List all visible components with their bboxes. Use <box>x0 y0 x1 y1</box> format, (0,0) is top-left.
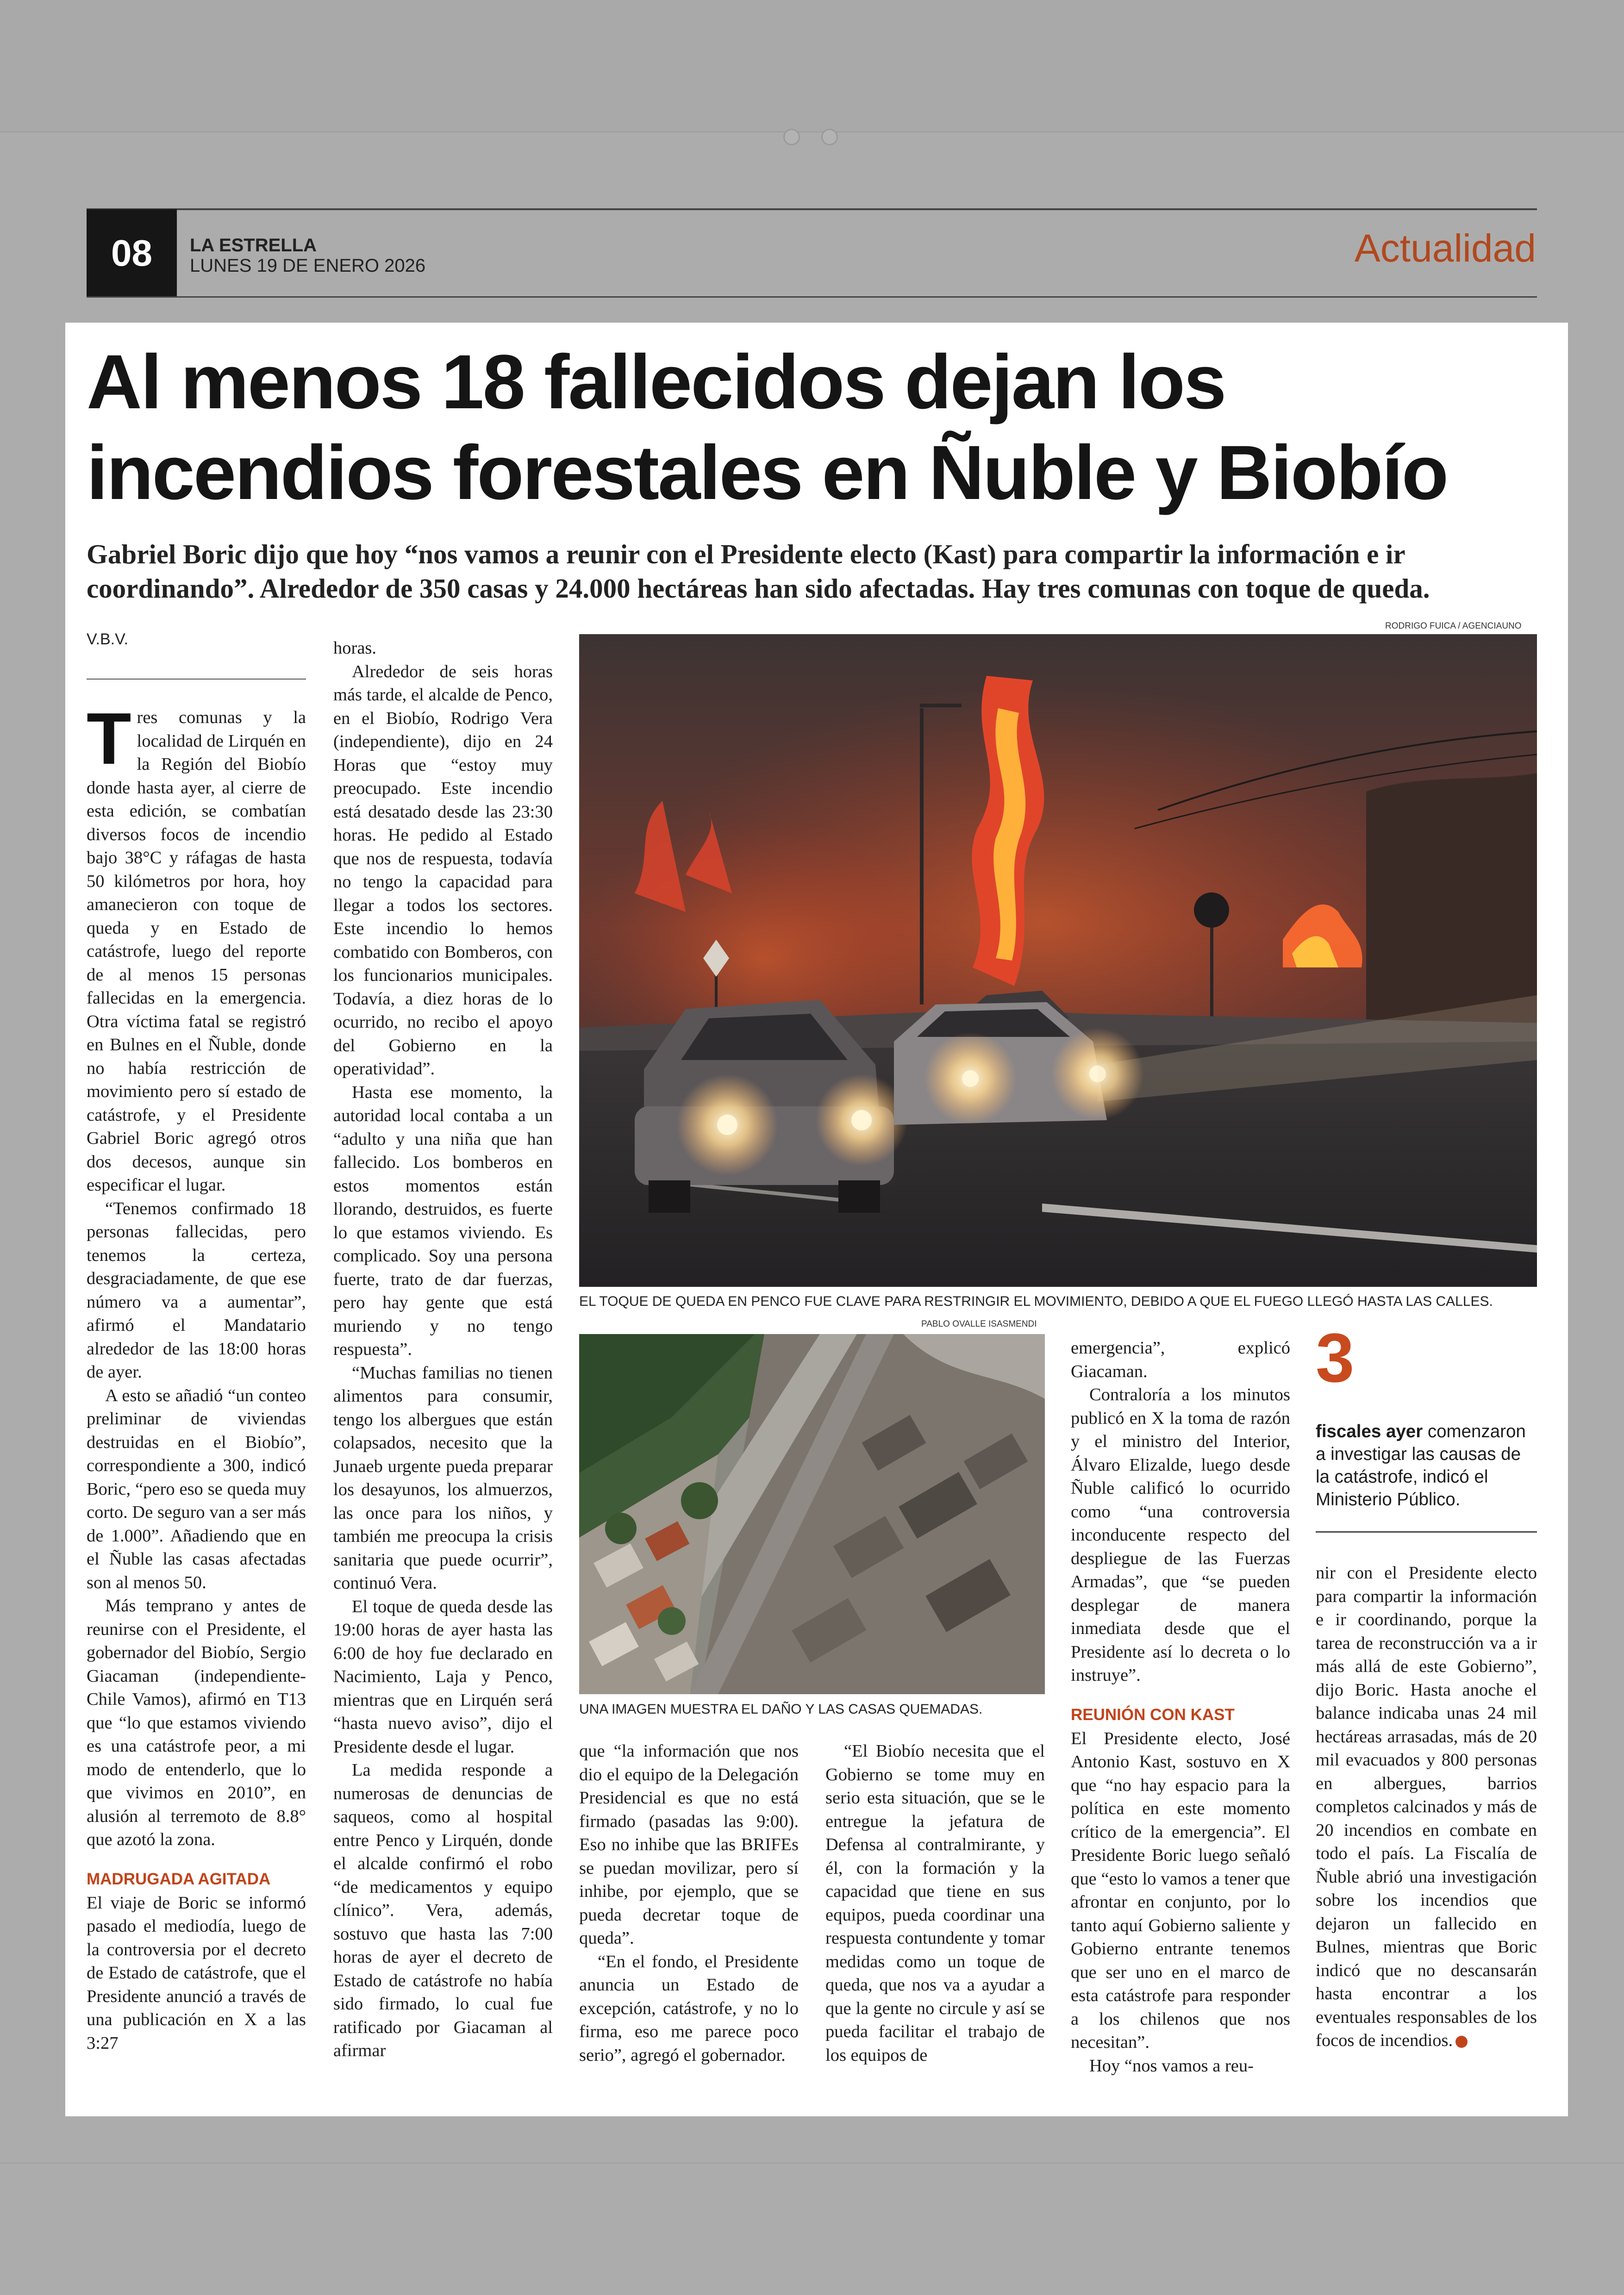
col2-para-1: Alrededor de seis horas más tarde, el alcalde de Penco, en el Biobío, Rodrigo Vera (independiente), dijo en 24 Horas que “estoy muy preocupado. Este incendio está desatado desde las 23:30 horas. He pedido al Estado que nos de respuesta, todavía no tengo la capacidad para llegar a todos los sectores. Este incendio lo hemos combatido con Bomberos, con los funcionarios municipales. Todavía, a diez horas de lo ocurrido, no recibo el apoyo del Gobierno en la operatividad”. <box>333 661 553 1079</box>
col2-para-2: Hasta ese momento, la autoridad local contaba a un “adulto y una niña que han fallecido. Los bomberos en estos momentos están llorando, destruidos, es fuerte lo que estamos viviendo. Es complicado. Soy una persona fuerte, trato de dar fuerzas, pero hay gente que está muriendo y no tengo respuesta”. <box>333 1082 553 1359</box>
header-rule-top <box>87 208 1537 210</box>
col6-para-1-text: nir con el Presidente electo para compartir la información e ir coordinando, porque la tarea de reconstrucción va a ir más allá de este Gobierno”, dijo Boric. Hasta anoche el balance indicaba unas 24 mil hectáreas arrasadas, más de 20 mil evacuados y 800 personas en albergues, barrios completos calcinados y más de 20 incendios en combate en todo el país. La Fiscalía de Ñuble abrió una investigación sobre los incendios que dejaron un fallecido en Bulnes, mientras que Boric indicó que no descansarán hasta encontrar a los eventuales responsables de los focos de incendios. <box>1316 1563 1537 2050</box>
photo1-caption: EL TOQUE DE QUEDA EN PENCO FUE CLAVE PARA RESTRINGIR EL MOVIMIENTO, DEBIDO A QUE EL FUEGO LLEGÓ HASTA LAS CALLES. <box>579 1294 1493 1309</box>
fire-street-image <box>579 634 1537 1287</box>
factbox-rest: comenzaron a investigar las causas de la catástrofe, indicó el Ministerio Público. <box>1316 1422 1526 1509</box>
byline-rule <box>87 679 306 680</box>
col3-para-1: que “la información que nos dio el equipo de la Delegación Presidencial es que no está firmado (pasadas las 9:00). Eso no inhibe que las BRIFEs se puedan movilizar, pero sí inhibe, por ejemplo, que se pueda decretar toque de queda”. <box>579 1741 799 1948</box>
col2-para-0: horas. <box>333 638 377 658</box>
subhead-reunion-kast: REUNIÓN CON KAST <box>1071 1705 1235 1724</box>
column-5 <box>1071 1336 1290 2091</box>
viewer-bottom-line <box>0 2163 1624 2164</box>
col2-para-5: La medida responde a numerosas de denuncias de saqueos, como al hospital entre Penco y Lirquén, donde el alcalde confirmó el robo “de medicamentos y equipo clínico”. Vera, además, sostuvo que hasta las 7:00 horas de ayer el decreto de Estado de catástrofe no había sido firmado, lo cual fue ratificado por Giacaman al afirmar <box>333 1760 553 2060</box>
publication-date: LUNES 19 DE ENERO 2026 <box>190 256 426 276</box>
col5-para-1: emergencia”, explicó Giacaman. <box>1071 1338 1290 1381</box>
col1-para-5: El viaje de Boric se informó pasado el mediodía, luego de la controversia por el decreto de Estado de catástrofe, que el Presidente anunció a través de una publicación en X a las 3:27 <box>87 1893 306 2053</box>
col1-para-3: A esto se añadió “un conteo preliminar de viviendas destruidas en el Biobío”, correspondiente a 300, indicó Boric, “pero eso se queda muy corto. De seguro van a ser más de 1.000”. Añadiendo que en el Ñuble las casas afectadas son al menos 50. <box>87 1385 306 1592</box>
viewer-next-icon[interactable] <box>821 129 838 145</box>
headline-line-2: incendios forestales en Ñuble y Biobío <box>87 430 1448 516</box>
end-mark-icon <box>1455 2036 1468 2048</box>
photo1-credit: RODRIGO FUICA / AGENCIAUNO <box>1385 621 1522 631</box>
column-3 <box>579 1740 799 2091</box>
col3-para-2: “En el fondo, el Presidente anuncia un Estado de excepción, catástrofe, y no lo firma, eso me parece poco serio”, agregó el gobernador. <box>579 1952 799 2065</box>
headline <box>87 337 1545 518</box>
headline-line-1: Al menos 18 fallecidos dejan los <box>87 339 1225 425</box>
photo2-credit: PABLO OVALLE ISASMENDI <box>921 1319 1037 1329</box>
col6-para-1 <box>1316 1561 1537 2052</box>
factbox-text <box>1316 1420 1537 1511</box>
column-6 <box>1316 1561 1537 2089</box>
col2-para-4: El toque de queda desde las 19:00 horas de ayer hasta las 6:00 de hoy fue declarado en Nacimiento, Laja y Penco, mientras que en Lirquén será “hasta nuevo aviso”, dijo el Presidente desde el lugar. <box>333 1597 553 1757</box>
col2-para-3: “Muchas familias no tienen alimentos para consumir, tengo los albergues que están colapsados, necesito que la Junaeb urgente pueda preparar los desayunos, los almuerzos, las once para los niños, y también me preocupa la crisis sanitaria que puede ocurrir”, continuó Vera. <box>333 1363 553 1593</box>
col1-para-1 <box>87 706 306 1197</box>
deck: Gabriel Boric dijo que hoy “nos vamos a reunir con el Presidente electo (Kast) para compartir la información e ir coordinando”. Alrededor de 350 casas y 24.000 hectáreas han sido afectadas. Hay tres comunas con toque de queda. <box>87 539 1430 604</box>
col4-para-1: “El Biobío necesita que el Gobierno se tome muy en serio esta situación, que se le entregue la jefatura de Defensa al contralmirante, y él, con la formación y la capacidad que tiene en sus equipos, pueda coordinar una respuesta contundente y tomar medidas como un toque de queda, que nos va a ayudar a que la gente no circule y así se pueda facilitar el trabajo de los equipos de <box>825 1741 1045 2065</box>
viewer-top-band <box>0 0 1624 132</box>
column-1 <box>87 706 306 2104</box>
section-title: Actualidad <box>1354 226 1536 270</box>
col5-para-3: El Presidente electo, José Antonio Kast, sostuvo en X que “no hay espacio para la política en este momento crítico de la emergencia”. El Presidente Boric luego señaló que “esto lo vamos a tener que afrontar en conjunto, por lo tanto aquí Gobierno saliente y Gobierno entrante tenemos que ser uno en el marco de esta catástrofe para responder a los chilenos que nos necesitan”. <box>1071 1728 1290 2052</box>
photo2-caption: UNA IMAGEN MUESTRA EL DAÑO Y LAS CASAS QUEMADAS. <box>579 1702 983 1717</box>
aerial-damage-image <box>579 1334 1045 1694</box>
header-rule-bottom <box>87 296 1537 298</box>
burned-houses-photo <box>579 1334 1045 1694</box>
col1-para-2: “Tenemos confirmado 18 personas fallecidas, pero tenemos la certeza, desgraciadamente, de que ese número va a aumentar”, afirmó el Mandatario alrededor de las 18:00 horas de ayer. <box>87 1198 306 1382</box>
dropcap: T <box>87 706 131 780</box>
col1-para-1-text: res comunas y la localidad de Lirquén en la Región del Biobío donde hasta ayer, al cierre de esta edición, se combatían diversos focos de incendio bajo 38°C y ráfagas de hasta 50 kilómetros por hora, hoy amanecieron con toque de queda y en Estado de catástrofe, luego del reporte de al menos 15 personas fallecidas en la emergencia. Otra víctima fatal se registró en Bulnes en el Ñuble, donde no había restricción de movimiento pero sí estado de catástrofe, y el Presidente Gabriel Boric agregó otros dos decesos, aunque sin especificar el lugar. <box>87 708 306 1195</box>
viewer-prev-icon[interactable] <box>783 129 800 145</box>
col5-para-4: Hoy “nos vamos a reu- <box>1089 2056 1254 2076</box>
column-2 <box>333 636 553 2090</box>
factbox-bold: fiscales ayer <box>1316 1422 1423 1441</box>
byline: V.B.V. <box>87 630 129 648</box>
col1-para-4: Más temprano y antes de reunirse con el Presidente, el gobernador del Biobío, Sergio Giacaman (independiente-Chile Vamos), afirmó en T13 que “lo que estamos viviendo es una catástrofe peor, a mi modo de entenderlo, que lo que vivimos en 2010”, en alusión al terremoto de 8.8° que azotó la zona. <box>87 1596 306 1849</box>
fire-street-photo <box>579 634 1537 1287</box>
factbox-rule <box>1316 1531 1537 1533</box>
col5-para-2: Contraloría a los minutos publicó en X la toma de razón y el ministro del Interior, Álvaro Elizalde, luego desde Ñuble calificó lo ocurrido como “una controversia inconducente respecto del despliegue de las Fuerzas Armadas”, que “se pueden desplegar de manera inmediata desde que el Presidente así lo decreta o lo instruye”. <box>1071 1385 1290 1685</box>
page-number: 08 <box>87 209 177 297</box>
subhead-madrugada: MADRUGADA AGITADA <box>87 1870 271 1888</box>
factbox-number: 3 <box>1316 1319 1355 1397</box>
column-4 <box>825 1740 1045 2091</box>
publication-name: LA ESTRELLA <box>190 235 317 256</box>
